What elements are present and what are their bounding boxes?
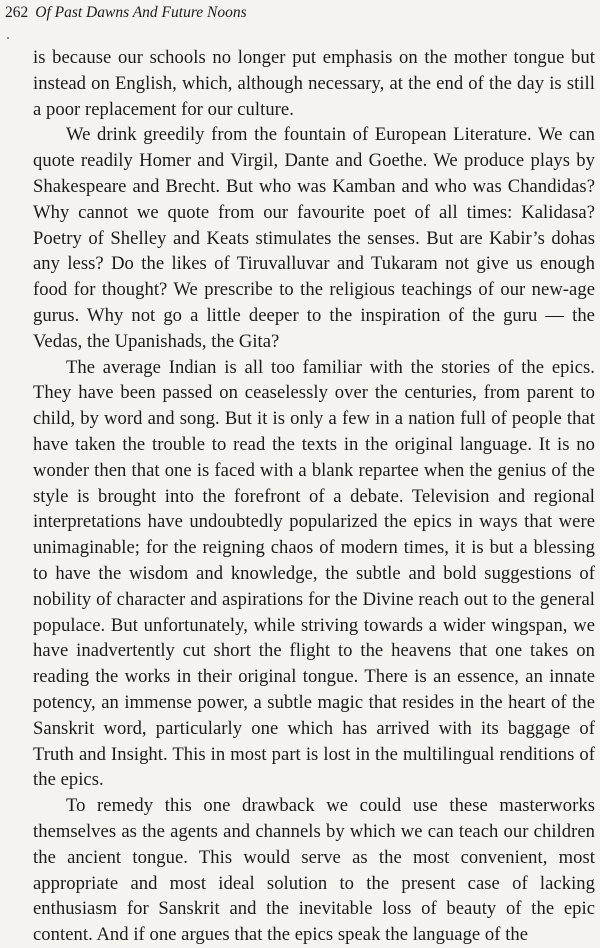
paragraph-average-indian: The average Indian is all too familiar with the stories of the epics. They have been passed on ceaselessly over the centuries, from parent to child, by word and song. But it is only a few in a nation full of people that have taken the trouble to read the texts in the original language. It is no wonder then that one is faced with a blank repartee when the genius of the style is brought into the forefront of a debate. Television and regional interpretations have undoubtedly popularized the epics in ways that were unimaginable; for the reigning chaos of modern times, it is but a blessing to have the wisdom and knowledge, the subtle and bold suggestions of nobility of character and aspirations for the Divine reach out to the general populace. But unfortunately, while striving towards a wider wingspan, we have inadvertently cut short the flight to the heavens that one takes on reading the works in their original tongue. There is an essence, an innate potency, an immense power, a subtle magic that resides in the heart of the Sanskrit word, particularly one which has arrived with its baggage of Truth and Insight. This in most part is lost in the multilingual renditions of the epics. xyxy=(33,356,595,791)
page-number: 262 xyxy=(5,4,29,21)
book-title: Of Past Dawns And Future Noons xyxy=(35,4,247,21)
running-header xyxy=(5,3,247,23)
paragraph-european-literature: We drink greedily from the fountain of European Literature. We can quote readily Homer and Virgil, Dante and Goethe. We produce plays by Shakespeare and Brecht. But who was Kamban and who was Chandidas? Why cannot we quote from our favourite poet of all times: Kalidasa? Poetry of Shelley and Keats stimulates the senses. But are Kabir’s dohas any less? Do the likes of Tiruvalluvar and Tukaram not give us enough food for thought? We prescribe to the religious teachings of our new-age gurus. Why not go a little deeper to the inspiration of the guru — the Vedas, the Upanishads, the Gita? xyxy=(33,124,595,352)
paragraph-remedy: To remedy this one drawback we could use these masterworks themselves as the agents and channels by which we can teach our children the ancient tongue. This would serve as the most convenient, most appropriate and most ideal solution to the present case of lacking enthusiasm for Sanskrit and the inevitable loss of beauty of the epic content. And if one argues that the epics speak the language of the xyxy=(33,795,595,946)
body-text xyxy=(33,45,595,948)
paragraph-continuation: is because our schools no longer put emphasis on the mother tongue but instead on English, which, although necessary, at the end of the day is still a poor replacement for our culture. xyxy=(33,47,595,120)
print-speck xyxy=(7,37,9,39)
